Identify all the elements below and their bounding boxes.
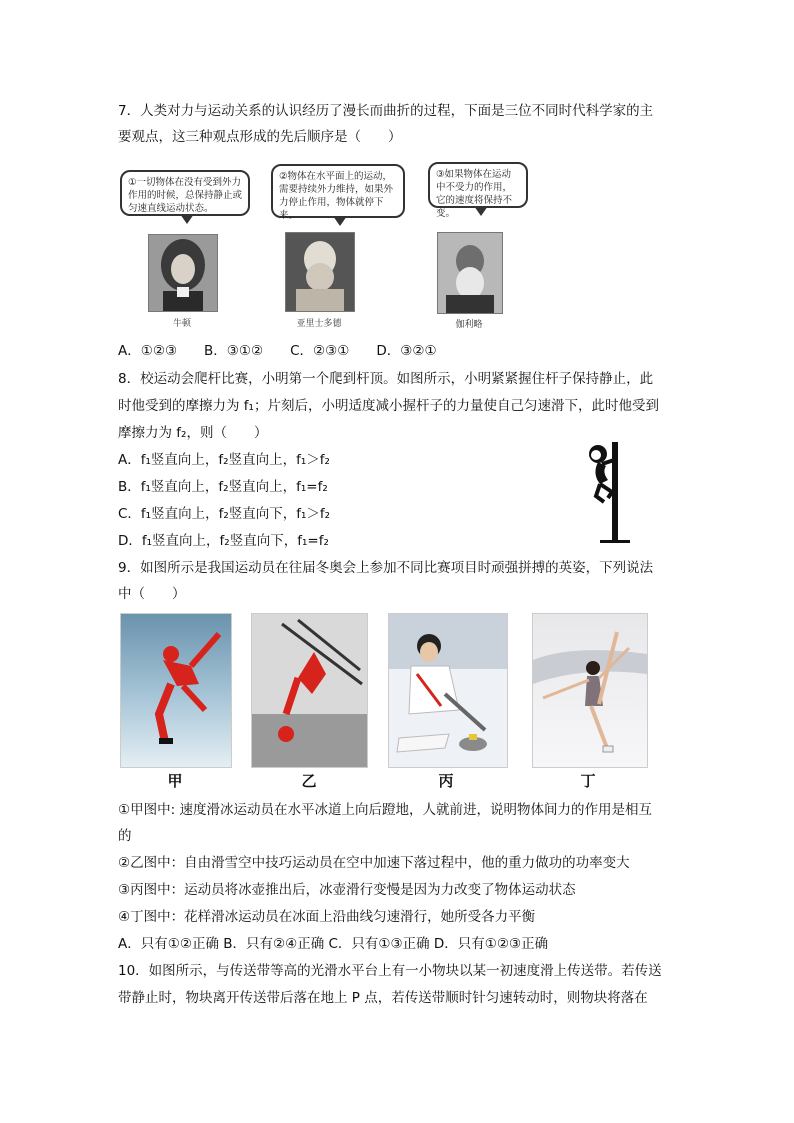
q8-line3: 摩擦力为 f₂，则（ ）	[118, 425, 268, 441]
q8-option-b: B．f₁竖直向上，f₂竖直向上，f₁=f₂	[118, 479, 328, 495]
label-jia: 甲	[167, 772, 183, 790]
caption-newton: 牛顿	[172, 319, 191, 329]
pole-climber-figure	[578, 440, 640, 548]
q7-line1: 7．人类对力与运动关系的认识经历了漫长而曲折的过程，下面是三位不同时代科学家的主	[118, 103, 654, 119]
caption-aristotle: 亚里士多德	[296, 319, 342, 329]
q9-statement-3: ③丙图中：运动员将冰壶推出后，冰壶滑行变慢是因为力改变了物体运动状态	[118, 882, 576, 898]
bubble-newton: ①一切物体在没有受到外力作用的时候，总保持静止或匀速直线运动状态。	[120, 170, 250, 216]
caption-galileo: 伽利略	[455, 320, 483, 330]
q9-options: A．只有①②正确 B．只有②④正确 C．只有①③正确 D．只有①②③正确	[118, 936, 549, 952]
bubble-galileo: ③如果物体在运动中不受力的作用，它的速度将保持不变。	[428, 162, 528, 208]
label-bing: 丙	[438, 772, 454, 790]
q8-option-c: C．f₁竖直向上，f₂竖直向下，f₁＞f₂	[118, 506, 331, 522]
photo-figure-skating	[532, 613, 648, 768]
photo-speed-skating	[120, 613, 232, 768]
q9-statement-1: ①甲图中: 速度滑冰运动员在水平冰道上向后蹬地，人就前进，说明物体间力的作用是相互	[118, 802, 652, 818]
q7-options: A．①②③ B．③①② C．②③① D．③②①	[118, 343, 437, 359]
aristotle-portrait	[285, 232, 355, 312]
bubble-aristotle: ②物体在水平面上的运动，需要持续外力维持，如果外力停止作用，物体就停下来。	[271, 164, 405, 218]
q9-line1: 9．如图所示是我国运动员在往届冬奥会上参加不同比赛项目时顽强拼搏的英姿，下列说法	[118, 560, 654, 576]
photo-aerial-skiing	[251, 613, 368, 768]
label-ding: 丁	[580, 772, 596, 790]
label-yi: 乙	[301, 772, 317, 790]
q9-statement-4: ④丁图中：花样滑冰运动员在冰面上沿曲线匀速滑行，她所受各力平衡	[118, 909, 536, 925]
q8-option-d: D．f₁竖直向上，f₂竖直向下，f₁=f₂	[118, 533, 329, 549]
photo-curling	[388, 613, 508, 768]
q7-line2: 要观点，这三种观点形成的先后顺序是（ ）	[118, 129, 402, 145]
q9-statement-1-cont: 的	[118, 828, 132, 844]
q9-statement-2: ②乙图中：自由滑雪空中技巧运动员在空中加速下落过程中，他的重力做功的功率变大	[118, 855, 630, 871]
q10-line1: 10．如图所示，与传送带等高的光滑水平台上有一小物块以某一初速度滑上传送带。若传送	[118, 963, 662, 979]
newton-portrait	[148, 234, 218, 312]
q10-line2: 带静止时，物块离开传送带后落在地上 P 点，若传送带顺时针匀速转动时，则物块将落在	[118, 990, 648, 1006]
q9-line2: 中（ ）	[118, 586, 186, 602]
q8-option-a: A．f₁竖直向上，f₂竖直向上，f₁＞f₂	[118, 452, 330, 468]
galileo-portrait	[437, 232, 503, 314]
q8-line1: 8．校运动会爬杆比赛，小明第一个爬到杆顶。如图所示，小明紧紧握住杆子保持静止，此	[118, 371, 654, 387]
q8-line2: 时他受到的摩擦力为 f₁；片刻后，小明适度减小握杆子的力量使自己匀速滑下，此时他受到	[118, 398, 659, 414]
